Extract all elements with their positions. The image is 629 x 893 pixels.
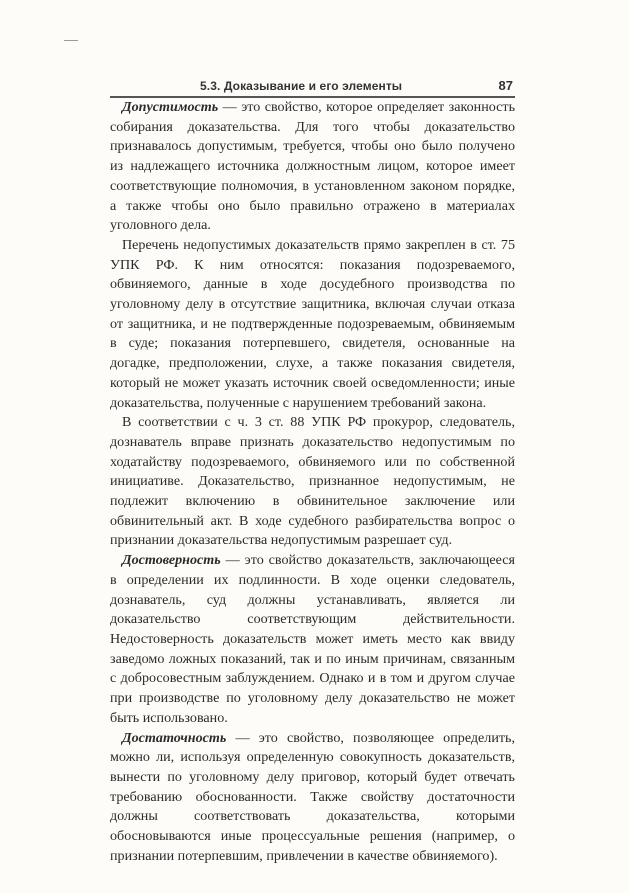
scan-corner-mark — [64, 40, 78, 41]
paragraph-text: — это свойство, которое определяет законность собирания доказательства. Для того чтобы доказательство признавалось допустимым, требуется, чтобы оно было получено из надлежащего источника должностным лицом, которое имеет соответствующие полномочия, в установленном законом порядке, а также чтобы оно было правильно отражено в материалах уголовного дела. — [110, 99, 515, 234]
term-sufficiency: Достаточность — [122, 729, 227, 746]
paragraph-admissibility — [110, 98, 515, 236]
paragraph-text: В соответствии с ч. 3 ст. 88 УПК РФ прокурор, следователь, дознаватель вправе признать доказательство недопустимым по ходатайству подозреваемого, обвиняемого или по собственной инициативе. Доказательство, признанное недопустимым, не подлежит включению в обвинительное заключение или обвинительный акт. В ходе судебного разбирательства вопрос о признании доказательства недопустимым разрешает суд. — [110, 414, 515, 549]
paragraph-sufficiency — [110, 729, 515, 867]
section-title: 5.3. Доказывание и его элементы — [200, 79, 403, 93]
page-number: 87 — [498, 78, 513, 93]
paragraph-text: — это свойство доказательств, заключающееся в определении их подлинности. В ходе оценки следователь, дознаватель, суд должны устанавливать, является ли доказательство соответствующим действительности. Недостоверность доказательств может иметь место как ввиду заведомо ложных показаний, так и по иным причинам, связанным с добросовестным заблуждением. Однако и в том и другом случае при производстве по уголовному делу доказательство не может быть использовано. — [110, 552, 515, 726]
running-head — [110, 73, 515, 93]
term-admissibility: Допустимость — [122, 99, 219, 115]
paragraph-text: — это свойство, позволяющее определить, можно ли, используя определенную совокупность доказательств, вынести по уголовному делу приговор, который будет отвечать требованию обоснованности. Также свойству достаточности должны соответствовать доказательства, которыми обосновываются иные процессуальные решения (например, о признании потерпевшим, привлечении в качестве обвиняемого). — [110, 729, 515, 864]
term-reliability: Достоверность — [122, 552, 221, 569]
paragraph-inadmissible-list — [110, 236, 515, 413]
paragraph-text: Перечень недопустимых доказательств прямо закреплен в ст. 75 УПК РФ. К ним относятся: показания подозреваемого, обвиняемого, данные в ходе досудебного производства по уголовному делу в отсутствие защитника, включая случаи отказа от защитника, и не подтвержденные подозреваемым, обвиняемым в суде; показания потерпевшего, свидетеля, основанные на догадке, предположении, слухе, а также показания свидетеля, который не может указать источник своей осведомленности; иные доказательства, полученные с нарушением требований закона. — [110, 236, 515, 411]
paragraph-recognition — [110, 413, 515, 551]
paragraph-reliability — [110, 551, 515, 728]
body-text — [110, 98, 515, 866]
